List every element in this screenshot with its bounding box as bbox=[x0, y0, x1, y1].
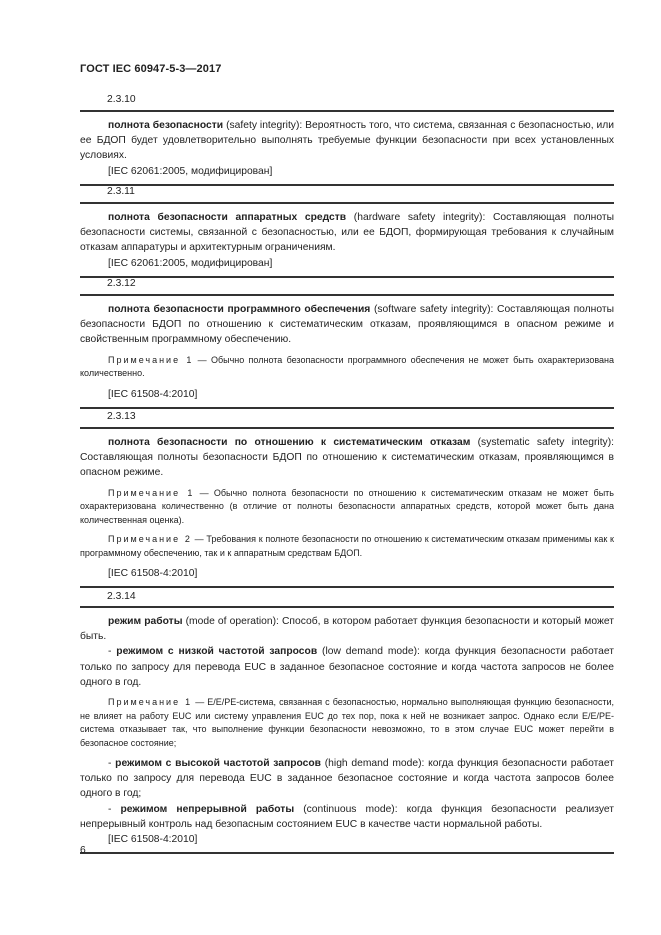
list-dash: - bbox=[108, 758, 116, 770]
term-box-2-3-13 bbox=[80, 427, 614, 588]
definition-text: (continuous mode): когда функция безопасности реализует непрерывный контроль над безопасным состоянием EUC в качестве части нормальной работы. bbox=[80, 803, 614, 830]
note-1 bbox=[80, 487, 614, 528]
term-number-2-3-12: 2.3.12 bbox=[107, 278, 136, 289]
definition-text: (low demand mode): когда функция безопасности работает только по запросу для перевода EUC в заданное безопасное состояние и когда частота запросов не более одного в год. bbox=[80, 646, 614, 688]
definition-text: (mode of operation): Способ, в котором работает функция безопасности и который может быть. bbox=[80, 616, 614, 643]
low-demand-mode bbox=[80, 644, 614, 690]
source-reference: [IEC 61508-4:2010] bbox=[108, 568, 198, 580]
note-label: Примечание 2 bbox=[108, 534, 192, 545]
definition-text: (safety integrity): Вероятность того, что система, связанная с безопасностью, или ее БДОП будет удовлетворительно выполнять требуемые функции безопасности при всех установленных условиях. bbox=[80, 120, 615, 162]
term-box-2-3-14 bbox=[80, 606, 614, 854]
source-reference: [IEC 62061:2005, модифицирован] bbox=[108, 165, 273, 177]
note-text: — Требования к полноте безопасности по отношению к систематическим отказам применимы как к программному обеспечению, так и к аппаратным средствам БДОП. bbox=[80, 534, 614, 558]
definition-text: (software safety integrity): Составляющая полноты безопасности БДОП по отношению к систематическим отказам, проявляющимся в опасном режиме и свойственным программному обеспечению. bbox=[80, 304, 614, 346]
list-dash: - bbox=[108, 803, 121, 815]
term-name: полнота безопасности bbox=[108, 120, 224, 131]
term-name: режимом с высокой частотой запросов bbox=[115, 758, 322, 770]
note-text: — E/E/PE-система, связанная с безопасностью, нормально выполняющая функцию безопасности, не влияет на работу EUC или систему управления EUC до тех пор, пока к ней не возникает запрос. Однако если E/E/PE-система отказывает так, что выполнение функции безопасности невозможно, то в этом случае EUC может перейти в безопасное состояние; bbox=[80, 697, 614, 748]
definition-text: (hardware safety integrity): Составляющая полноты безопасности системы, связанной с безопасностью, или ее БДОП, формирующая требования к случайным отказам аппаратуры и архитектурным ограничениям. bbox=[80, 212, 614, 254]
note-1 bbox=[80, 354, 614, 381]
note-2 bbox=[80, 533, 614, 560]
note-label: Примечание 1 bbox=[108, 697, 193, 708]
note-1 bbox=[80, 696, 614, 750]
definition-text: (high demand mode): когда функция безопасности работает только по запросу для перевода EUC в заданное безопасное состояние и когда частота запросов более одного в год; bbox=[80, 758, 614, 800]
definition bbox=[80, 210, 614, 256]
definition bbox=[80, 435, 614, 481]
note-text: — Обычно полнота безопасности программного обеспечения не может быть охарактеризована количественно. bbox=[80, 354, 614, 379]
term-name: полнота безопасности аппаратных средств bbox=[108, 212, 347, 223]
high-demand-mode bbox=[80, 756, 614, 802]
page-number: 6 bbox=[80, 845, 86, 856]
term-name: полнота безопасности по отношению к систематическим отказам bbox=[108, 437, 471, 448]
term-number-2-3-13: 2.3.13 bbox=[107, 411, 136, 422]
source-reference: [IEC 62061:2005, модифицирован] bbox=[108, 257, 273, 269]
definition bbox=[80, 118, 614, 164]
term-name: режимом с низкой частотой запросов bbox=[116, 646, 318, 658]
term-box-2-3-11 bbox=[80, 202, 614, 278]
list-dash: - bbox=[108, 646, 117, 658]
source-reference: [IEC 61508-4:2010] bbox=[108, 834, 198, 846]
term-name: полнота безопасности программного обеспечения bbox=[108, 304, 371, 315]
term-number-2-3-11: 2.3.11 bbox=[107, 186, 135, 197]
note-label: Примечание 1 bbox=[108, 487, 195, 498]
term-box-2-3-10 bbox=[80, 110, 614, 186]
continuous-mode bbox=[80, 802, 614, 832]
document-header: ГОСТ IEC 60947-5-3—2017 bbox=[80, 63, 222, 75]
term-name: режимом непрерывной работы bbox=[120, 803, 295, 815]
definition bbox=[80, 614, 614, 644]
note-label: Примечание 1 bbox=[108, 354, 194, 365]
term-number-2-3-10: 2.3.10 bbox=[107, 94, 136, 105]
definition-text: (systematic safety integrity): Составляющая полноты безопасности БДОП по отношению к систематическим отказам, проявляющимся в опасном режиме. bbox=[80, 437, 614, 479]
term-box-2-3-12 bbox=[80, 294, 614, 409]
definition bbox=[80, 302, 614, 348]
term-name: режим работы bbox=[108, 616, 183, 627]
note-text: — Обычно полнота безопасности по отношению к систематическим отказам не может быть охарактеризована количественно (в отличие от полноты безопасности аппаратных средств, которой может быть дана количественная оценка). bbox=[80, 487, 614, 525]
term-number-2-3-14: 2.3.14 bbox=[107, 591, 136, 602]
source-reference: [IEC 61508-4:2010] bbox=[108, 388, 198, 400]
